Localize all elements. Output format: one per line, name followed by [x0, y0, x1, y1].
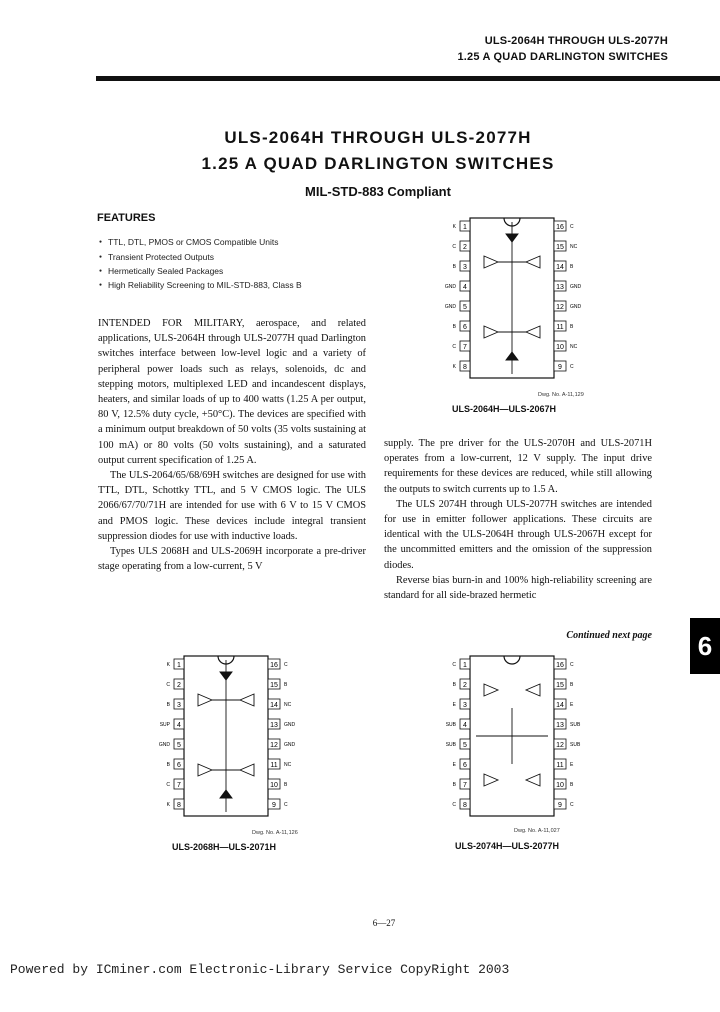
- features-heading: FEATURES: [97, 212, 156, 224]
- pin-number: 6: [177, 762, 181, 769]
- diagram-caption-1: ULS-2064H—ULS-2067H: [452, 404, 557, 414]
- pin-number: 1: [463, 662, 467, 669]
- body-right-p2: The ULS 2074H through ULS-2077H switches are intended for use in emitter follower applications. These circuits are identical with the ULS-2064H through ULS-2067H except for the uncommitted emitters and the omission of the suppression diodes.: [384, 498, 652, 571]
- pin-label: C: [452, 802, 456, 808]
- pin-number: 6: [463, 762, 467, 769]
- dwg-number-1: Dwg. No. A-11,129: [538, 392, 584, 398]
- diagram-caption-3: ULS-2074H—ULS-2077H: [455, 841, 560, 851]
- pin-number: 12: [556, 304, 564, 311]
- pin-label: E: [452, 762, 456, 768]
- continued-next-page: Continued next page: [566, 630, 652, 641]
- pin-number: 16: [556, 662, 564, 669]
- pin-number: 15: [270, 682, 278, 689]
- pin-number: 13: [556, 722, 564, 729]
- pin-group: [445, 221, 582, 371]
- pin-label: B: [284, 782, 288, 788]
- pin-label: K: [166, 802, 170, 808]
- pin-label: C: [452, 244, 456, 250]
- pin-number: 2: [463, 682, 467, 689]
- pin-number: 6: [463, 324, 467, 331]
- pin-label: B: [452, 324, 456, 330]
- body-right-column: [384, 436, 652, 603]
- pin-label: C: [570, 662, 574, 668]
- pin-number: 5: [177, 742, 181, 749]
- pin-number: 11: [556, 324, 564, 331]
- feature-item: ● Hermetically Sealed Packages: [108, 266, 223, 276]
- pin-label: SUB: [445, 722, 456, 728]
- pin-label: B: [284, 682, 288, 688]
- pin-label: C: [570, 224, 574, 230]
- pin-label: B: [452, 264, 456, 270]
- dwg-number-3: Dwg. No. A-11,027: [514, 828, 560, 834]
- page-title-line2: 1.25 A QUAD DARLINGTON SWITCHES: [201, 154, 555, 173]
- pin-label: B: [570, 324, 574, 330]
- dwg-number-2: Dwg. No. A-11,126: [252, 830, 298, 836]
- pin-label: GND: [444, 284, 456, 290]
- pin-label: C: [166, 782, 170, 788]
- pin-number: 1: [177, 662, 181, 669]
- pin-number: 2: [177, 682, 181, 689]
- pin-label: B: [166, 702, 170, 708]
- pin-number: 13: [556, 284, 564, 291]
- feature-item: ● TTL, DTL, PMOS or CMOS Compatible Units: [108, 237, 279, 247]
- pin-number: 5: [463, 304, 467, 311]
- pin-label: B: [570, 682, 574, 688]
- pin-number: 7: [463, 782, 467, 789]
- pin-number: 3: [463, 702, 467, 709]
- pin-label: B: [570, 782, 574, 788]
- pin-number: 3: [463, 264, 467, 271]
- pin-number: 11: [556, 762, 564, 769]
- running-header-line1: ULS-2064H THROUGH ULS-2077H: [484, 35, 668, 47]
- pin-label: SUB: [445, 742, 456, 748]
- pin-number: 16: [270, 662, 278, 669]
- footer-copyright: Powered by ICminer.com Electronic-Library Service CopyRight 2003: [10, 962, 510, 977]
- pin-group: [446, 659, 581, 809]
- pin-label: GND: [284, 742, 296, 748]
- pin-label: GND: [570, 304, 582, 310]
- pin-number: 15: [556, 244, 564, 251]
- pin-label: NC: [284, 762, 292, 768]
- pinout-diagram-2064: [436, 210, 586, 382]
- feature-item: ● High Reliability Screening to MIL-STD-883, Class B: [108, 280, 302, 290]
- pin-label: E: [570, 702, 574, 708]
- pin-label: C: [452, 662, 456, 668]
- pin-label: C: [452, 344, 456, 350]
- pin-number: 5: [463, 742, 467, 749]
- pin-number: 7: [463, 344, 467, 351]
- pin-label: C: [166, 682, 170, 688]
- pin-label: C: [570, 364, 574, 370]
- pin-label: K: [166, 662, 170, 668]
- pin-number: 8: [463, 802, 467, 809]
- pin-number: 12: [270, 742, 278, 749]
- pin-number: 9: [558, 802, 562, 809]
- pinout-diagram-2068: [150, 648, 300, 820]
- pin-number: 12: [556, 742, 564, 749]
- pin-number: 14: [556, 702, 564, 709]
- pin-number: 8: [177, 802, 181, 809]
- pin-number: 7: [177, 782, 181, 789]
- pin-number: 15: [556, 682, 564, 689]
- pin-label: NC: [570, 244, 578, 250]
- pin-number: 4: [463, 722, 467, 729]
- page-subtitle: MIL-STD-883 Compliant: [305, 184, 451, 199]
- internal-circuit: [476, 684, 548, 786]
- pin-label: SUP: [159, 722, 170, 728]
- internal-circuit: [198, 660, 254, 812]
- pin-label: GND: [284, 722, 296, 728]
- diagram-caption-2: ULS-2068H—ULS-2071H: [172, 842, 277, 852]
- body-left-column: [98, 316, 366, 574]
- pin-label: GND: [158, 742, 170, 748]
- pin-number: 8: [463, 364, 467, 371]
- pin-label: E: [452, 702, 456, 708]
- internal-circuit: [484, 222, 540, 374]
- pin-number: 1: [463, 224, 467, 231]
- pin-label: SUB: [570, 742, 581, 748]
- pin-label: B: [570, 264, 574, 270]
- pin-number: 4: [177, 722, 181, 729]
- pin-label: K: [452, 224, 456, 230]
- body-left-p3: Types ULS 2068H and ULS-2069H incorporate a pre-driver stage operating from a low-current, 5 V: [98, 546, 366, 573]
- pin-label: GND: [570, 284, 582, 290]
- pin-label: K: [452, 364, 456, 370]
- page-number: 6—27: [372, 918, 396, 928]
- pin-number: 4: [463, 284, 467, 291]
- body-right-p1: supply. The pre driver for the ULS-2070H and ULS-2071H operates from a low-current, 12 V supply. The input drive requirements for these devices are reduced, while still allowing the outputs to switch currents up to 1.5 A.: [384, 438, 652, 495]
- pin-label: C: [570, 802, 574, 808]
- pin-group: [159, 659, 296, 809]
- pin-number: 10: [556, 782, 564, 789]
- body-right-p3: Reverse bias burn-in and 100% high-reliability screening are standard for all side-brazed hermetic: [384, 574, 652, 602]
- body-left-p1: INTENDED FOR MILITARY, aerospace, and related applications, ULS-2064H through ULS-2077H quad Darlington switches interface between low-level logic and a variety of peripheral power loads such as relays, solenoids, dc and stepping motors, multiplexed LED and incandescent displays, heaters, and similar loads of up to 400 watts (1.25 A per output, 80 V, 12.5% duty cycle, +50°C). The devices are specified with a minimum output breakdown of 50 volts (35 volts sustaining at 100 mA) or 80 volts (50 volts sustaining), and a saturated output current specification of 1.25 A.: [98, 318, 366, 466]
- pin-label: SUB: [570, 722, 581, 728]
- pin-label: E: [570, 762, 574, 768]
- pin-number: 2: [463, 244, 467, 251]
- running-header-line2: 1.25 A QUAD DARLINGTON SWITCHES: [457, 51, 668, 63]
- pin-number: 10: [556, 344, 564, 351]
- body-left-p2: The ULS-2064/65/68/69H switches are designed for use with TTL, DTL, Schottky TTL, and 5 V CMOS logic. The ULS 2066/67/70/71H are intended for use with 6 V to 15 V CMOS and PMOS logic. These devices include integral transient suppression diodes for use with inductive loads.: [98, 470, 366, 542]
- section-tab: 6: [690, 618, 720, 674]
- pin-label: NC: [284, 702, 292, 708]
- pin-number: 3: [177, 702, 181, 709]
- pin-label: C: [284, 802, 288, 808]
- pinout-diagram-2074: [436, 648, 586, 820]
- pin-number: 9: [272, 802, 276, 809]
- feature-item: ● Transient Protected Outputs: [108, 252, 214, 262]
- pin-label: C: [284, 662, 288, 668]
- pin-number: 13: [270, 722, 278, 729]
- pin-label: B: [166, 762, 170, 768]
- pin-number: 14: [556, 264, 564, 271]
- pin-number: 10: [270, 782, 278, 789]
- page-title-line1: ULS-2064H THROUGH ULS-2077H: [224, 128, 532, 147]
- pin-number: 14: [270, 702, 278, 709]
- pin-label: B: [452, 682, 456, 688]
- header-rule: [96, 76, 720, 81]
- pin-label: GND: [444, 304, 456, 310]
- pin-number: 16: [556, 224, 564, 231]
- pin-label: NC: [570, 344, 578, 350]
- pin-number: 11: [270, 762, 278, 769]
- pin-number: 9: [558, 364, 562, 371]
- pin-label: B: [452, 782, 456, 788]
